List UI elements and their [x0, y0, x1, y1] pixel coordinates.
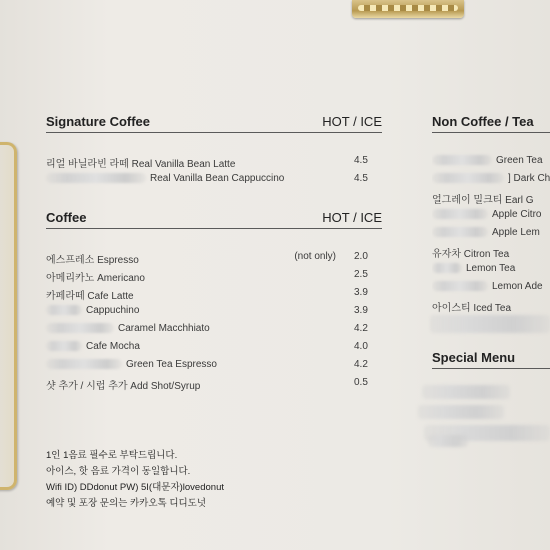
- item-name-wrap: [432, 281, 543, 292]
- menu-item: [46, 359, 382, 373]
- item-name: Green Tea Espresso: [126, 359, 217, 370]
- menu-item: [46, 341, 382, 355]
- item-name-wrap: [432, 227, 540, 238]
- clipboard-clip-top: [352, 0, 464, 18]
- menu-item: [432, 227, 550, 241]
- redaction-blur: [422, 385, 510, 399]
- special-menu-header: [432, 348, 550, 369]
- item-name: 카페라떼 Cafe Latte: [46, 291, 134, 302]
- section-title: Non Coffee / Tea: [432, 114, 534, 129]
- item-name: Lemon Tea: [466, 263, 516, 274]
- redaction-blur: [430, 315, 550, 333]
- signature-coffee-header: [46, 112, 382, 133]
- item-price: 2.5: [354, 269, 368, 280]
- redaction-blur: [432, 173, 504, 183]
- redaction-blur: [46, 359, 122, 369]
- note-line: 예약 및 포장 문의는 카카오톡 디디도넛: [46, 498, 207, 509]
- item-price: 4.0: [354, 341, 368, 352]
- menu-item: [46, 287, 382, 301]
- menu-item: [432, 209, 550, 223]
- item-price: 4.2: [354, 359, 368, 370]
- redaction-blur: [432, 263, 462, 273]
- signature-coffee-section: [46, 112, 382, 192]
- item-name-wrap: [46, 359, 217, 370]
- item-note: (not only): [294, 251, 336, 262]
- item-name: Cappuchino: [86, 305, 140, 316]
- item-name-wrap: [46, 323, 210, 334]
- redaction-blur: [432, 209, 488, 219]
- item-name: Real Vanilla Bean Cappuccino: [150, 173, 285, 184]
- item-name: ] Dark Ch: [508, 173, 550, 184]
- item-price: 4.5: [354, 173, 368, 184]
- section-title: Signature Coffee: [46, 114, 151, 129]
- non-coffee-section: [432, 112, 550, 342]
- redaction-blur: [46, 173, 146, 183]
- menu-item: [46, 323, 382, 337]
- redaction-blur: [432, 155, 492, 165]
- redaction-blur: [432, 227, 488, 237]
- item-name: 에스프레소 Espresso: [46, 255, 139, 266]
- item-name: Lemon Ade: [492, 281, 543, 292]
- item-name: 리얼 바닐라빈 라떼 Real Vanilla Bean Latte: [46, 159, 236, 170]
- menu-item: [46, 155, 382, 169]
- note-line: 1인 1음료 필수로 부탁드립니다.: [46, 450, 178, 461]
- section-title: Coffee: [46, 210, 87, 225]
- item-name: Caramel Macchhiato: [118, 323, 210, 334]
- menu-item: [432, 245, 550, 259]
- redaction-blur: [418, 405, 504, 419]
- redaction-blur: [46, 323, 114, 333]
- item-price: 2.0: [354, 251, 368, 262]
- item-price: 3.9: [354, 305, 368, 316]
- menu-item: [432, 299, 550, 313]
- menu-item: [432, 191, 550, 205]
- item-name: Apple Lem: [492, 227, 540, 238]
- item-name-wrap: [432, 263, 515, 274]
- item-name: Apple Citro: [492, 209, 542, 220]
- clipboard-clip-left: [0, 142, 17, 490]
- menu-item: [46, 377, 382, 391]
- item-name: 아메리카노 Americano: [46, 273, 145, 284]
- hot-ice-label: HOT / ICE: [322, 114, 382, 129]
- item-name: 샷 추가 / 시럽 추가 Add Shot/Syrup: [46, 381, 201, 392]
- item-price: 4.2: [354, 323, 368, 334]
- note-line: Wifi ID) DDdonut PW) 5I(대문자)lovedonut: [46, 482, 224, 493]
- menu-item: [46, 305, 382, 319]
- item-name-wrap: [432, 173, 550, 184]
- item-name-wrap: [46, 305, 139, 316]
- item-price: 3.9: [354, 287, 368, 298]
- menu-item: [432, 281, 550, 295]
- item-name: 아이스티 Iced Tea: [432, 303, 512, 314]
- menu-item: [46, 173, 382, 187]
- redaction-blur: [428, 435, 468, 447]
- item-name: Green Tea: [496, 155, 543, 166]
- redaction-blur: [46, 341, 82, 351]
- menu-notes: [46, 448, 224, 512]
- special-menu-section: [432, 348, 550, 372]
- non-coffee-header: [432, 112, 550, 133]
- item-name-wrap: [46, 341, 140, 352]
- item-price: 0.5: [354, 377, 368, 388]
- menu-item: [46, 251, 382, 265]
- coffee-header: [46, 208, 382, 229]
- redaction-blur: [432, 281, 488, 291]
- menu-item: [46, 269, 382, 283]
- item-name: 유자차 Citron Tea: [432, 249, 510, 260]
- item-price: 4.5: [354, 155, 368, 166]
- coffee-section: [46, 208, 382, 393]
- menu-item: [432, 155, 550, 169]
- redaction-blur: [46, 305, 82, 315]
- item-name-wrap: [432, 155, 543, 166]
- menu-item: [432, 263, 550, 277]
- note-line: 아이스, 핫 음료 가격이 동일합니다.: [46, 466, 191, 477]
- menu-item: [432, 173, 550, 187]
- item-name: Cafe Mocha: [86, 341, 140, 352]
- item-name: 얼그레이 밀크티 Earl G: [432, 195, 534, 206]
- item-name-wrap: [432, 209, 541, 220]
- hot-ice-label: HOT / ICE: [322, 210, 382, 225]
- section-title: Special Menu: [432, 350, 516, 365]
- item-name-wrap: [46, 173, 284, 184]
